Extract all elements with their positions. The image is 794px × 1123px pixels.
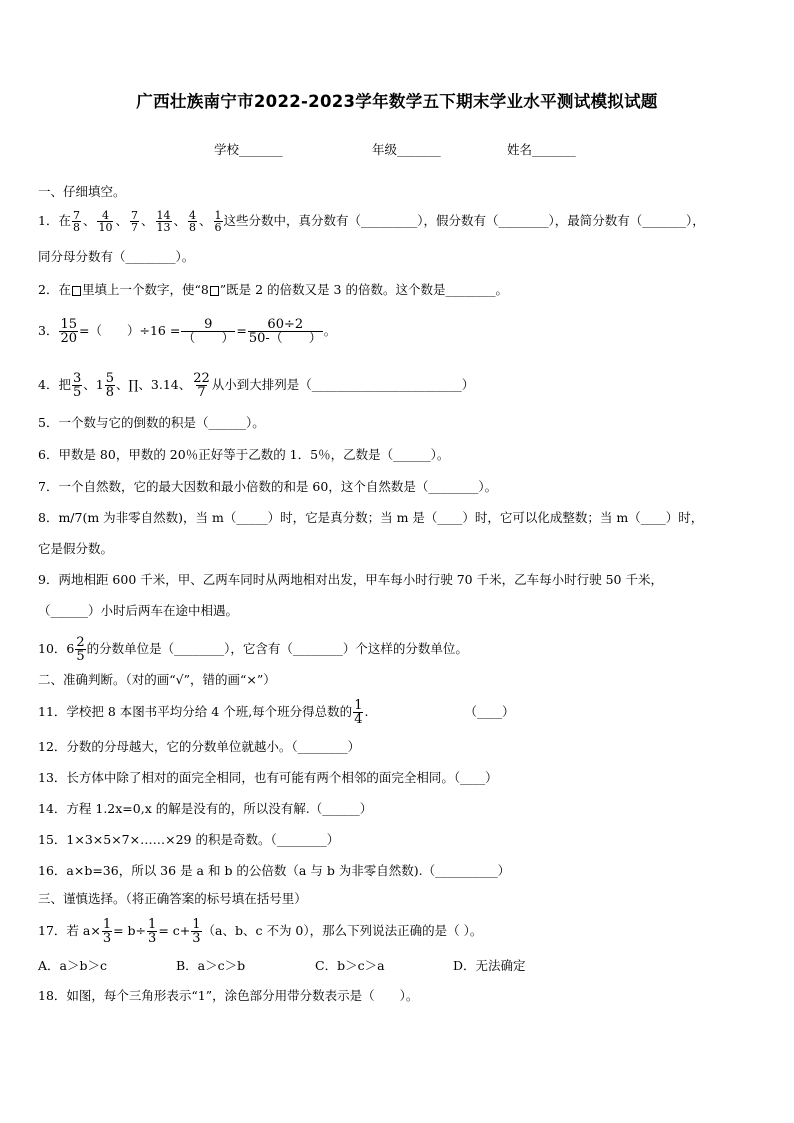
name-field: 姓名_______	[507, 142, 576, 157]
question-8: 8．m/7(m 为非零自然数)，当 m（_____）时，它是真分数；当 m 是（____）时，它可以化成整数；当 m（____）时，	[38, 510, 704, 525]
box-icon	[72, 286, 81, 296]
school-field: 学校_______	[214, 142, 283, 157]
question-9: 9．两地相距 600 千米，甲、乙两车同时从两地相对出发，甲车每小时行驶 70 千米，乙车每小时行驶 50 千米，	[38, 572, 663, 587]
question-6: 6．甲数是 80，甲数的 20％正好等于乙数的 1．5％，乙数是（______）。	[38, 447, 450, 462]
fraction: $\frac{2}{5}$	[76, 635, 85, 664]
section-3-heading: 三、谨慎选择。（将正确答案的标号填在括号里）	[38, 891, 307, 906]
fraction: $\frac{9}{( )}$	[182, 317, 235, 346]
question-2: 2．在 里填上一个数字，使“8 ”既是 2 的倍数又是 3 的倍数。这个数是________。	[38, 282, 508, 297]
fraction: $\frac{1}{3}$	[148, 917, 157, 946]
box-icon	[210, 286, 219, 296]
fraction: $\frac{5}{8}$	[105, 371, 114, 400]
section-1-heading: 一、仔细填空。	[38, 184, 126, 199]
page-title: 广西壮族南宁市2022-2023学年数学五下期末学业水平测试模拟试题	[136, 92, 658, 111]
fraction: $\frac{4}{10}$	[98, 209, 113, 234]
option-c: C．b＞c＞a	[315, 958, 385, 973]
question-7: 7．一个自然数，它的最大因数和最小倍数的和是 60，这个自然数是（________）。	[38, 479, 498, 494]
question-9-line2: （______）小时后两车在途中相遇。	[38, 603, 239, 618]
grade-field: 年级_______	[372, 142, 441, 157]
question-1: 1．在 $\frac{7}{8}$ 、 $\frac{4}{10}$ 、 $\frac{7}{7}$ 、 $\frac{14}{13}$ 、 $\frac{4}{8}$ 、 $\frac{1}{6}$ 这些分数中，真分数有（_________），假分数有（________），最简分数有（_______），	[38, 209, 705, 234]
fraction: $\frac{3}{5}$	[72, 371, 82, 400]
question-12: 12．分数的分母越大，它的分数单位就越小。（________）	[38, 739, 361, 754]
fraction: $\frac{60\div 2}{50-( )}$	[248, 317, 322, 346]
question-8-line2: 它是假分数。	[38, 541, 114, 556]
question-1-line2: 同分母分数有（________）。	[38, 249, 195, 264]
question-14: 14．方程 1.2x=0,x 的解是没有的，所以没有解.（______）	[38, 801, 373, 816]
fraction: $\frac{1}{3}$	[192, 917, 201, 946]
section-2-heading: 二、准确判断。（对的画“√”，错的画“×”）	[38, 672, 276, 687]
question-17: 17．若 a× $\frac{1}{3}$ = b÷ $\frac{1}{3}$ = c+ $\frac{1}{3}$ （a、b、c 不为 0），那么下列说法正确的是（ ）。	[38, 917, 483, 946]
question-13: 13．长方体中除了相对的面完全相同，也有可能有两个相邻的面完全相同。（____）	[38, 770, 498, 785]
question-15: 15．1×3×5×7×……×29 的积是奇数。（________）	[38, 832, 340, 847]
question-18: 18．如图，每个三角形表示“1”，涂色部分用带分数表示是（ ）。	[38, 988, 419, 1003]
fraction: $\frac{1}{4}$	[354, 698, 363, 727]
fraction: $\frac{4}{8}$	[189, 209, 197, 234]
option-d: D．无法确定	[453, 958, 526, 973]
fraction: $\frac{7}{7}$	[130, 209, 138, 234]
fraction: $\frac{1}{3}$	[102, 917, 112, 946]
question-4: 4．把 $\frac{3}{5}$ 、1 $\frac{5}{8}$ 、∏、3.14、 $\frac{22}{7}$ 从小到大排列是（________________________）	[38, 371, 475, 400]
fraction: $\frac{7}{8}$	[72, 209, 80, 234]
option-b: B．a＞c＞b	[176, 958, 246, 973]
question-5: 5．一个数与它的倒数的积是（______）。	[38, 415, 265, 430]
question-11: 11．学校把 8 本图书平均分给 4 个班,每个班分得总数的 $\frac{1}{4}$ . （____）	[38, 698, 515, 727]
question-16: 16．a×b=36，所以 36 是 a 和 b 的公倍数（a 与 b 为非零自然数).（__________）	[38, 863, 511, 878]
fraction: $\frac{15}{20}$	[60, 317, 77, 346]
option-a: A．a＞b＞c	[38, 958, 107, 973]
question-10: 10．6 $\frac{2}{5}$ 的分数单位是（________），它含有（________）个这样的分数单位。	[38, 635, 468, 664]
fraction: $\frac{22}{7}$	[193, 371, 210, 400]
fraction: $\frac{1}{6}$	[214, 209, 222, 234]
question-3: 3． $\frac{15}{20}$ =（ ）÷16 = $\frac{9}{( )}$ = $\frac{60\div 2}{50-( )}$ 。	[38, 317, 337, 346]
fraction: $\frac{14}{13}$	[156, 209, 171, 234]
